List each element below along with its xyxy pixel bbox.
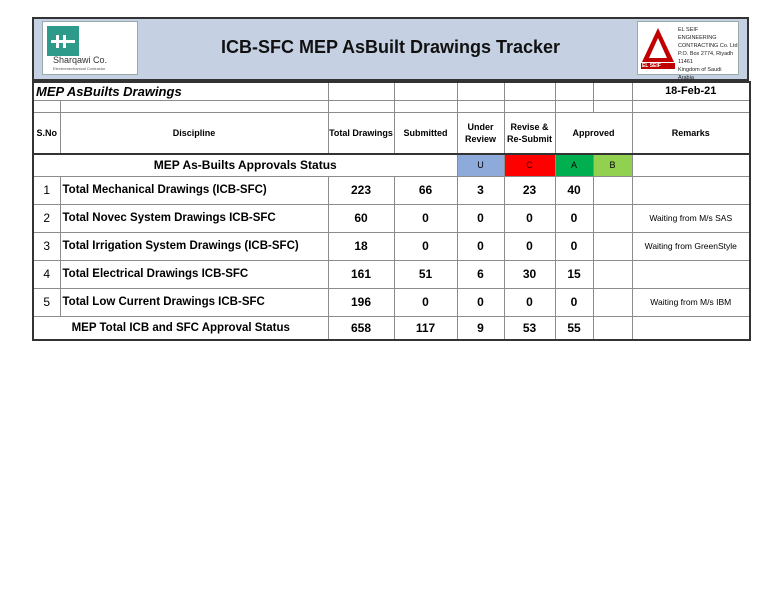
elseif-logo [637,21,739,81]
totals-row [33,316,750,340]
row-discipline: Total Low Current Drawings ICB-SFC [60,288,328,316]
row-discipline: Total Mechanical Drawings (ICB-SFC) [60,176,328,204]
row-remarks: Waiting from M/s IBM [632,288,750,316]
header-band [32,17,749,81]
row-remarks: Waiting from GreenStyle [632,232,750,260]
row-submitted: 51 [394,260,457,288]
totals-total: 658 [328,316,394,340]
row-approved-b [593,204,632,232]
totals-label: MEP Total ICB and SFC Approval Status [33,316,328,340]
elseif-line1: EL SEIF ENGINEERING [678,27,717,41]
col-submitted: Submitted [394,112,457,154]
row-total: 18 [328,232,394,260]
row-submitted: 0 [394,204,457,232]
tracker-sheet [32,17,749,341]
totals-submitted: 117 [394,316,457,340]
section-row [33,82,750,100]
row-revise: 23 [504,176,555,204]
table-row [33,176,750,204]
col-revise: Revise & Re-Submit [504,112,555,154]
row-under-review: 6 [457,260,504,288]
sharqawi-logo [42,21,138,75]
col-approved: Approved [555,112,632,154]
elseif-line2: CONTRACTING Co. Ltd [678,43,738,49]
row-approved-a: 40 [555,176,593,204]
row-sno: 1 [33,176,60,204]
row-remarks: Waiting from M/s SAS [632,204,750,232]
row-approved-b [593,260,632,288]
col-under-review: Under Review [457,112,504,154]
report-date: 18-Feb-21 [632,82,750,100]
row-submitted: 0 [394,288,457,316]
sharqawi-tagline: Electromechanical Contractor [53,66,106,71]
row-sno: 5 [33,288,60,316]
status-code-u: U [457,154,504,176]
row-total: 161 [328,260,394,288]
row-total: 196 [328,288,394,316]
row-under-review: 0 [457,204,504,232]
col-sno: S.No [33,112,60,154]
row-total: 223 [328,176,394,204]
totals-revise: 53 [504,316,555,340]
row-under-review: 0 [457,288,504,316]
sharqawi-name: Sharqawi Co. [53,55,108,65]
tracker-table [32,81,751,341]
row-remarks [632,260,750,288]
status-row [33,154,750,176]
row-approved-a: 15 [555,260,593,288]
row-discipline: Total Irrigation System Drawings (ICB-SFC) [60,232,328,260]
row-revise: 0 [504,288,555,316]
row-total: 60 [328,204,394,232]
row-revise: 0 [504,232,555,260]
col-remarks: Remarks [632,112,750,154]
row-approved-a: 0 [555,288,593,316]
row-sno: 3 [33,232,60,260]
row-submitted: 66 [394,176,457,204]
col-total: Total Drawings [328,112,394,154]
column-header-row [33,112,750,154]
row-sno: 2 [33,204,60,232]
table-row [33,260,750,288]
totals-approved-a: 55 [555,316,593,340]
row-approved-b [593,176,632,204]
col-discipline: Discipline [60,112,328,154]
row-approved-b [593,288,632,316]
row-discipline: Total Electrical Drawings ICB-SFC [60,260,328,288]
row-remarks [632,176,750,204]
elseif-line3: P.O. Box 2774, Riyadh 11461 [678,51,734,65]
row-under-review: 0 [457,232,504,260]
table-row [33,204,750,232]
status-code-b: B [593,154,632,176]
table-row [33,232,750,260]
page-title: ICB-SFC MEP AsBuilt Drawings Tracker [220,37,561,57]
row-sno: 4 [33,260,60,288]
row-submitted: 0 [394,232,457,260]
row-approved-a: 0 [555,204,593,232]
totals-under-review: 9 [457,316,504,340]
row-discipline: Total Novec System Drawings ICB-SFC [60,204,328,232]
row-approved-b [593,232,632,260]
elseif-line4: Kingdom of Saudi Arabia [678,67,722,81]
status-label: MEP As-Builts Approvals Status [33,154,457,176]
row-revise: 0 [504,204,555,232]
table-row [33,288,750,316]
row-under-review: 3 [457,176,504,204]
section-title: MEP AsBuilts Drawings [33,82,328,100]
status-code-a: A [555,154,593,176]
row-approved-a: 0 [555,232,593,260]
totals-remarks [632,316,750,340]
elseif-mark: EL SEIF [642,63,661,69]
totals-approved-b [593,316,632,340]
status-code-c: C [504,154,555,176]
row-revise: 30 [504,260,555,288]
